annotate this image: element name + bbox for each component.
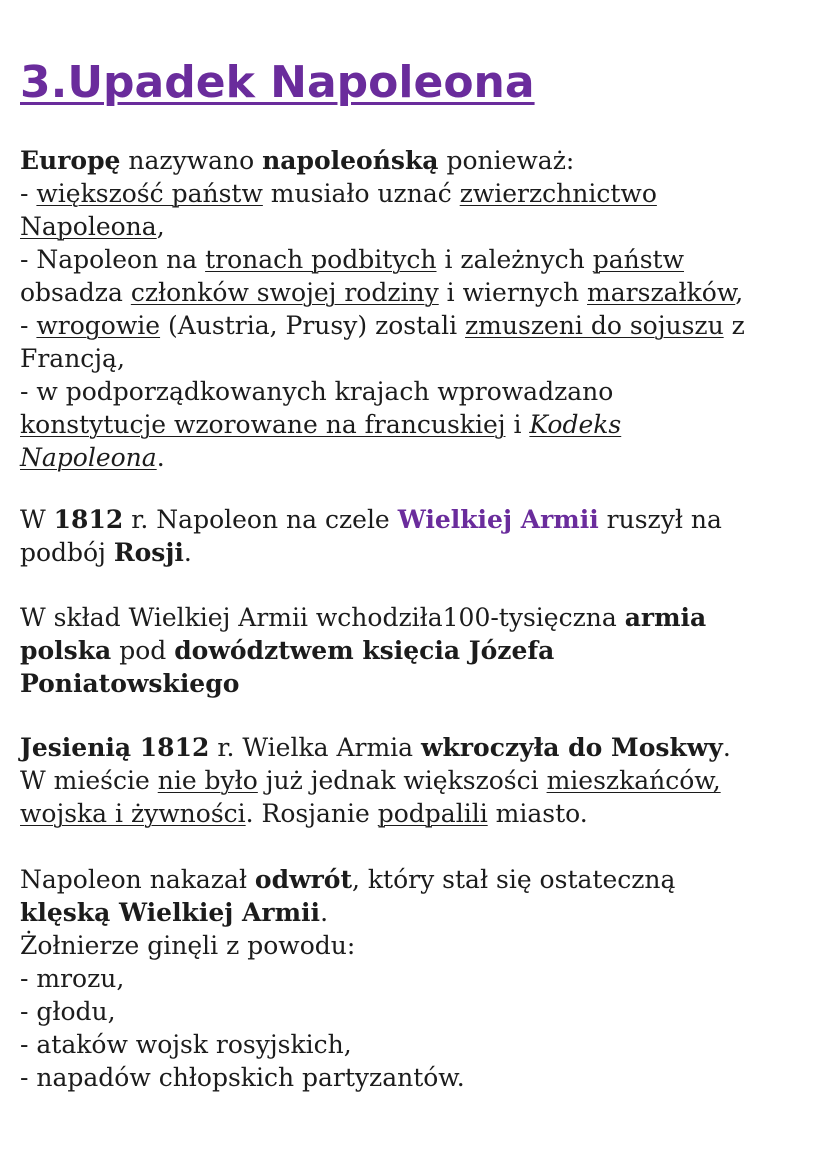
text-line <box>20 503 722 536</box>
list-item: - ataków wojsk rosyjskich, <box>20 1030 352 1059</box>
underlined-text: nie było <box>157 766 258 795</box>
highlight-grand-army: Wielkiej Armii <box>397 505 599 534</box>
list-item: - mrozu, <box>20 964 125 993</box>
underlined-text: marszałków <box>587 278 736 307</box>
underlined-text: wojska i żywności <box>20 799 246 828</box>
underlined-text: podpalili <box>377 799 488 828</box>
underlined-text: większość państw <box>36 179 263 208</box>
text-line <box>20 731 731 764</box>
underlined-text: zmuszeni do sojuszu <box>465 311 724 340</box>
bold-text: wkroczyła do Moskwy <box>421 733 723 762</box>
text-line <box>20 441 745 474</box>
text: nazywano <box>120 146 263 175</box>
bold-text: polska <box>20 636 112 665</box>
text-line <box>20 896 675 929</box>
text-line <box>20 764 731 797</box>
section-retreat <box>20 863 675 1094</box>
text-line: Żołnierze ginęli z powodu: <box>20 931 356 960</box>
underlined-text: państw <box>592 245 685 274</box>
section-napoleonic-europe <box>20 144 745 474</box>
text: już jednak większości <box>257 766 547 795</box>
underlined-text: tronach podbitych <box>205 245 437 274</box>
list-item: - w podporządkowanych krajach wprowadzano <box>20 377 614 406</box>
bold-text: odwrót <box>254 865 352 894</box>
underlined-text: Napoleona <box>20 212 157 241</box>
text: ponieważ: <box>438 146 575 175</box>
list-item <box>20 243 745 276</box>
text: , który stał się ostateczną <box>352 865 676 894</box>
list-item <box>20 177 745 210</box>
text: (Austria, Prusy) zostali <box>160 311 466 340</box>
term-napoleonic: napoleońską <box>262 146 439 175</box>
underlined-text: zwierzchnictwo <box>459 179 657 208</box>
text: . <box>156 443 165 472</box>
text: . <box>183 538 192 567</box>
text: Napoleon nakazał <box>20 865 255 894</box>
text-line <box>20 797 731 830</box>
text: z <box>723 311 745 340</box>
text: i wiernych <box>438 278 588 307</box>
text: i zależnych <box>436 245 593 274</box>
bold-text: Jesienią 1812 <box>20 733 210 762</box>
underlined-text: konstytucje wzorowane na francuskiej <box>20 410 506 439</box>
text: ruszył na <box>598 505 722 534</box>
text-line: Francją, <box>20 344 125 373</box>
bold-text: armia <box>624 603 707 632</box>
text-line <box>20 144 745 177</box>
text: - Napoleon na <box>20 245 206 274</box>
text: . <box>722 733 731 762</box>
text: miasto. <box>487 799 588 828</box>
text: obsadza <box>20 278 131 307</box>
bold-text: dowództwem księcia Józefa <box>174 636 555 665</box>
section-1812-campaign <box>20 503 722 569</box>
text-line <box>20 863 675 896</box>
bold-text: klęską Wielkiej Armii <box>20 898 321 927</box>
text-line <box>20 276 745 309</box>
text: . Rosjanie <box>245 799 378 828</box>
text: W skład Wielkiej Armii wchodziła100-tysięczna <box>20 603 625 632</box>
text: - <box>20 311 37 340</box>
list-item: - głodu, <box>20 997 116 1026</box>
text: pod <box>111 636 175 665</box>
underlined-italic-text: Kodeks <box>529 410 622 439</box>
text-line <box>20 408 745 441</box>
term-europe: Europę <box>20 146 121 175</box>
section-polish-army <box>20 601 706 700</box>
page-title: 3.Upadek Napoleona <box>20 57 535 108</box>
text: podbój <box>20 538 114 567</box>
underlined-italic-text: Napoleona <box>20 443 157 472</box>
underlined-text: wrogowie <box>36 311 161 340</box>
bold-text: Rosji <box>113 538 184 567</box>
text-line <box>20 634 706 667</box>
text: , <box>735 278 744 307</box>
text: . <box>320 898 329 927</box>
text: W mieście <box>20 766 158 795</box>
list-item <box>20 309 745 342</box>
text: W <box>20 505 54 534</box>
underlined-text: mieszkańców, <box>546 766 721 795</box>
text-line <box>20 601 706 634</box>
text-line <box>20 210 745 243</box>
section-moscow <box>20 731 731 830</box>
text-line: Poniatowskiego <box>20 669 240 698</box>
bold-year: 1812 <box>53 505 124 534</box>
text-line <box>20 536 722 569</box>
text: musiało uznać <box>262 179 460 208</box>
text: - <box>20 179 37 208</box>
underlined-text: członków swojej rodziny <box>130 278 439 307</box>
text: , <box>156 212 165 241</box>
text: r. Wielka Armia <box>209 733 422 762</box>
list-item: - napadów chłopskich partyzantów. <box>20 1063 465 1092</box>
text: i <box>505 410 530 439</box>
text: r. Napoleon na czele <box>123 505 398 534</box>
